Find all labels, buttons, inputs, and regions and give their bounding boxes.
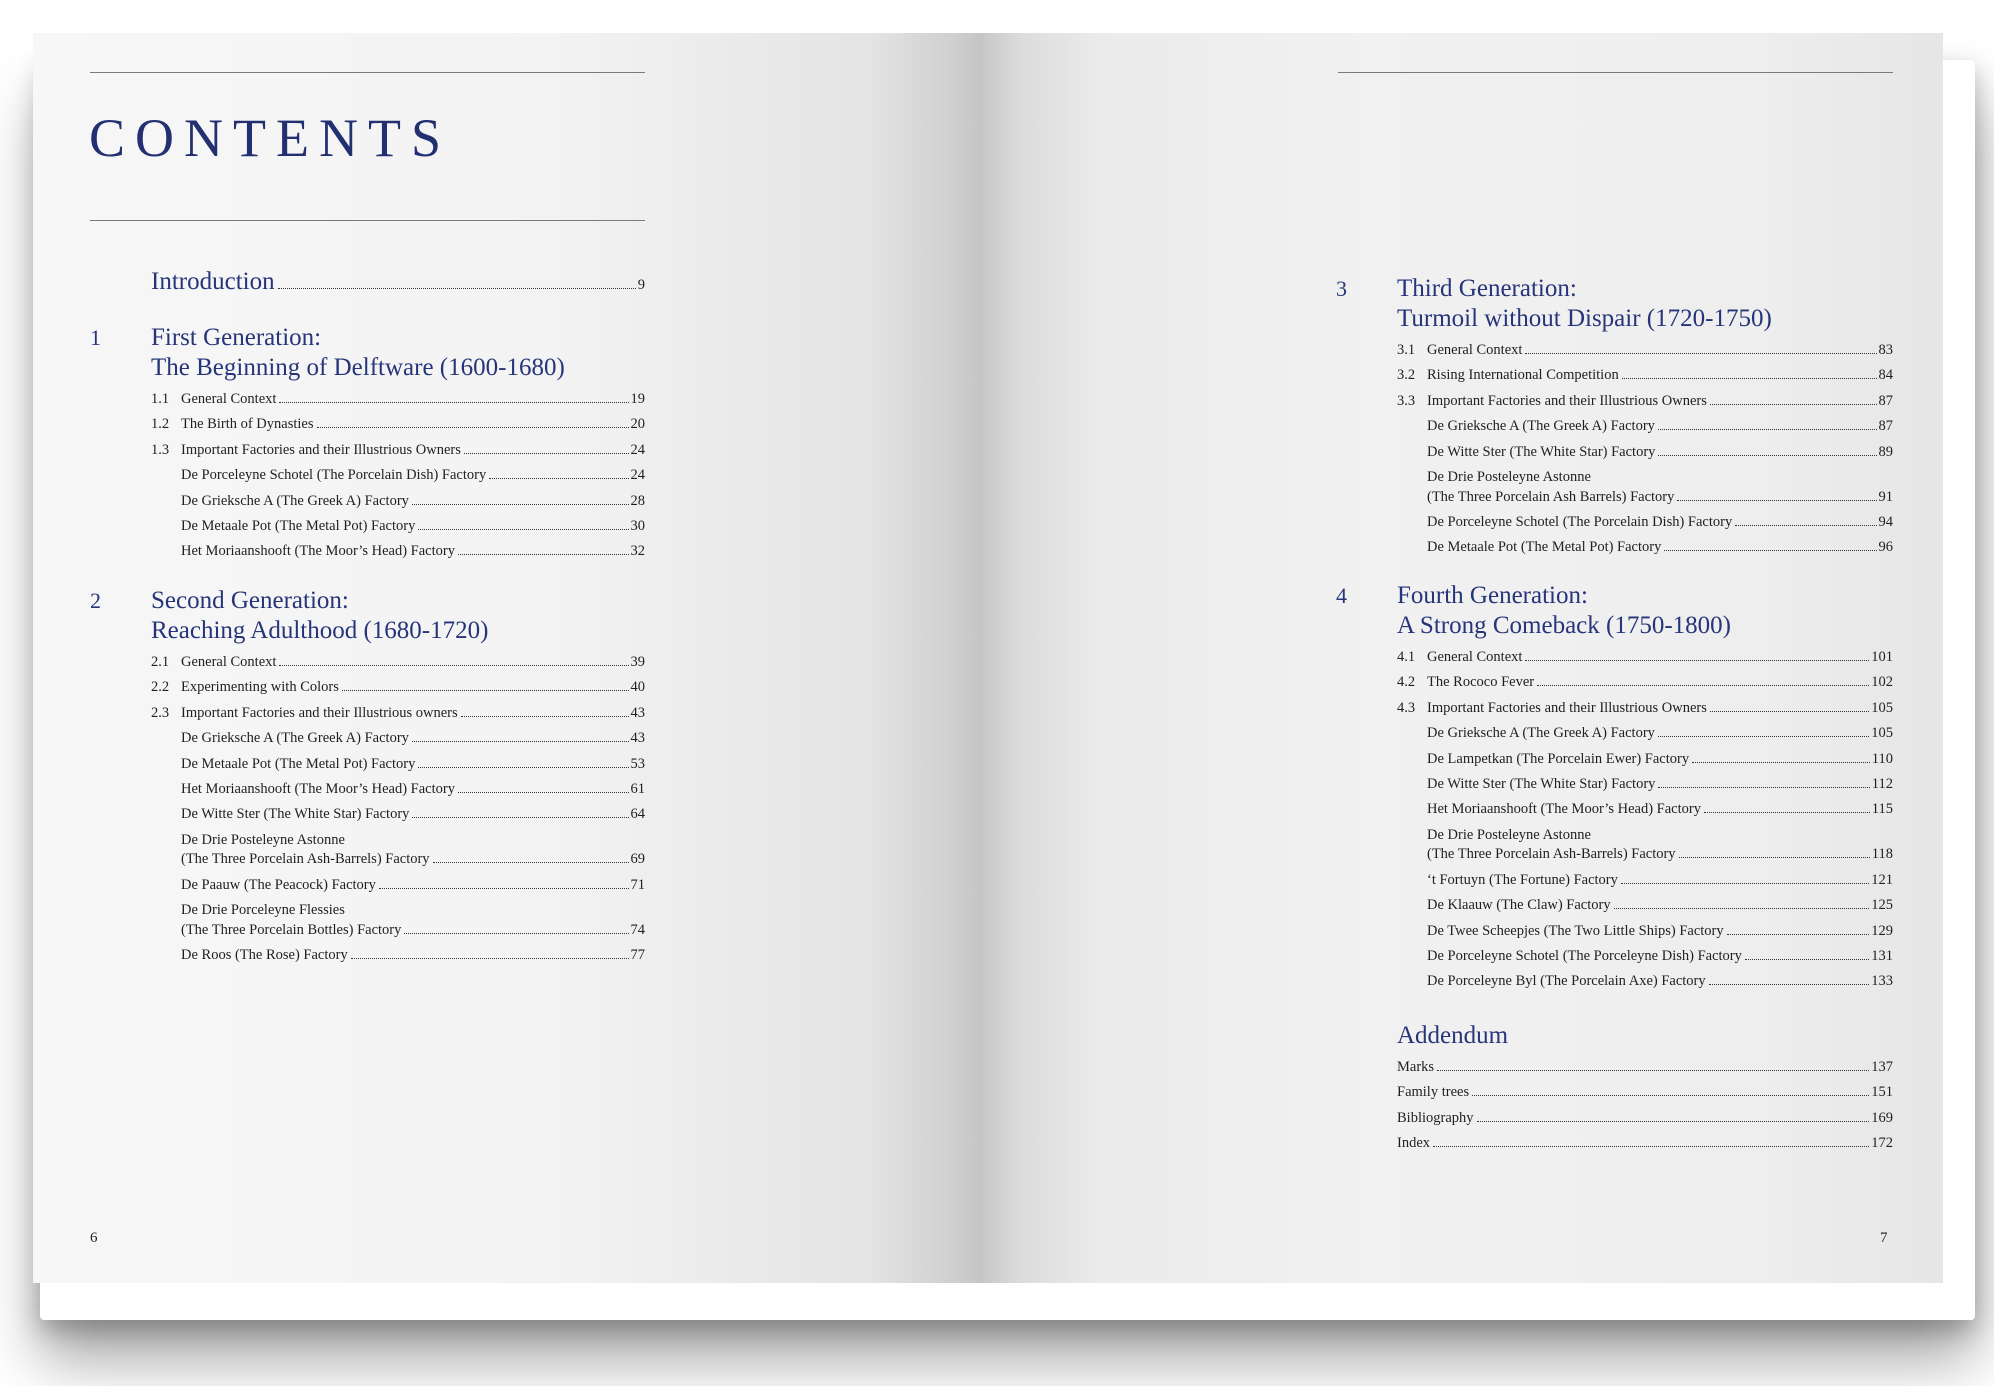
toc-entry-number: 2.1 <box>151 654 170 670</box>
toc-entry-page: 19 <box>630 391 645 407</box>
left-page <box>33 33 983 1283</box>
section-2 <box>90 586 645 969</box>
toc-entry-label: (The Three Porcelain Ash Barrels) Factory <box>1427 488 1675 505</box>
toc-entry-page: 71 <box>630 876 645 893</box>
toc-entry[interactable] <box>151 943 645 968</box>
section-title-line1: Fourth Generation: <box>1397 582 1588 609</box>
toc-entry-label: Rising International Competition <box>1427 367 1619 384</box>
leader-dots <box>1525 660 1869 661</box>
addendum-section <box>1397 1021 1893 1157</box>
toc-entry[interactable] <box>1397 440 1893 465</box>
toc-entry-number: 2.2 <box>151 679 170 696</box>
toc-entry[interactable] <box>151 387 645 412</box>
toc-entry-label: (The Three Porcelain Bottles) Factory <box>181 921 402 938</box>
toc-entry[interactable] <box>1397 338 1893 363</box>
toc-entry-page: 96 <box>1878 539 1893 556</box>
toc-entry-number: 4.1 <box>1397 649 1416 665</box>
page-number-left: 6 <box>90 1230 98 1246</box>
toc-entry[interactable] <box>151 675 645 700</box>
toc-entry-page: 110 <box>1871 750 1893 767</box>
toc-entry-label: The Rococo Fever <box>1427 674 1535 691</box>
toc-entry-label-line1: De Drie Porceleyne Flessies <box>181 902 345 919</box>
toc-entry-page: 129 <box>1871 922 1893 939</box>
toc-entry[interactable] <box>1397 969 1893 994</box>
toc-entry-label: De Metaale Pot (The Metal Pot) Factory <box>1427 539 1662 556</box>
toc-entry-page: 118 <box>1871 846 1893 863</box>
leader-dots <box>1472 1095 1869 1096</box>
section-title-line2: The Beginning of Delftware (1600-1680) <box>151 354 565 381</box>
top-rule <box>90 72 645 73</box>
toc-entry-label: De Metaale Pot (The Metal Pot) Factory <box>181 518 416 535</box>
toc-entry[interactable] <box>1397 414 1893 439</box>
toc-list <box>1397 338 1893 561</box>
toc-entry[interactable] <box>151 752 645 777</box>
leader-dots <box>412 817 628 818</box>
toc-entry-page: 53 <box>630 755 645 772</box>
toc-entry-label: De Porceleyne Schotel (The Porcelain Dish) Factory <box>1427 514 1733 531</box>
addendum-list <box>1397 1055 1893 1157</box>
leader-dots <box>1658 455 1876 456</box>
toc-entry-page: 84 <box>1878 367 1893 384</box>
toc-entry-label: De Roos (The Rose) Factory <box>181 947 348 964</box>
leader-dots <box>1679 857 1870 858</box>
toc-list <box>1397 645 1893 995</box>
section-number: 2 <box>90 588 101 613</box>
toc-entry-label: De Porceleyne Schotel (The Porcelain Dish) Factory <box>181 467 487 484</box>
title-rule <box>90 220 645 221</box>
leader-dots <box>1525 353 1876 354</box>
leader-dots <box>1727 934 1870 935</box>
toc-entry-number: 1.1 <box>151 391 170 407</box>
toc-entry[interactable] <box>1397 868 1893 893</box>
addendum-entry-page: 169 <box>1871 1109 1893 1126</box>
page-number-right: 7 <box>1880 1230 1888 1246</box>
toc-entry-page: 61 <box>630 781 645 798</box>
section-4 <box>1336 581 1893 995</box>
leader-dots <box>404 933 628 934</box>
toc-entry[interactable] <box>151 898 645 943</box>
toc-entry-page: 89 <box>1878 443 1893 460</box>
toc-entry[interactable] <box>1397 747 1893 772</box>
addendum-entry[interactable] <box>1397 1055 1893 1080</box>
toc-entry-page: 112 <box>1871 776 1893 793</box>
toc-entry-number: 3.2 <box>1397 367 1416 384</box>
section-heading[interactable] <box>90 323 645 383</box>
toc-entry-label: The Birth of Dynasties <box>181 416 314 433</box>
leader-dots <box>464 453 629 454</box>
section-title-line2: Turmoil without Dispair (1720-1750) <box>1397 305 1772 332</box>
toc-entry-page: 24 <box>630 441 645 458</box>
leader-dots <box>433 862 629 863</box>
section-number: 1 <box>90 325 101 350</box>
toc-entry-label: Het Moriaanshooft (The Moor’s Head) Factory <box>1427 801 1701 818</box>
toc-entry-page: 131 <box>1871 948 1893 965</box>
leader-dots <box>1677 500 1876 501</box>
toc-entry-page: 115 <box>1871 801 1893 818</box>
toc-entry-page: 40 <box>630 679 645 696</box>
addendum-title: Addendum <box>1397 1022 1509 1049</box>
toc-entry[interactable] <box>1397 772 1893 797</box>
addendum-entry[interactable] <box>1397 1106 1893 1131</box>
leader-dots <box>1735 525 1876 526</box>
toc-entry[interactable] <box>1397 389 1893 414</box>
leader-dots <box>1622 378 1877 379</box>
toc-entry[interactable] <box>151 726 645 751</box>
toc-entry-label: De Porceleyne Byl (The Porcelain Axe) Factory <box>1427 973 1706 990</box>
toc-entry-page: 43 <box>630 730 645 747</box>
addendum-entry-label: Family trees <box>1397 1084 1470 1101</box>
leader-dots <box>418 767 628 768</box>
toc-entry-label: Het Moriaanshooft (The Moor’s Head) Factory <box>181 543 455 560</box>
toc-entry-label: Important Factories and their Illustrious Owners <box>181 441 461 458</box>
toc-entry-label: General Context <box>1427 649 1523 665</box>
toc-entry[interactable] <box>1397 721 1893 746</box>
toc-entry-number: 3.1 <box>1397 342 1416 358</box>
section-title-line1: Second Generation: <box>151 587 349 614</box>
toc-entry-label: Important Factories and their Illustrious Owners <box>1427 699 1707 716</box>
toc-entry-label: De Grieksche A (The Greek A) Factory <box>181 730 409 747</box>
introduction-page: 9 <box>637 277 645 293</box>
toc-entry[interactable] <box>1397 510 1893 535</box>
addendum-entry[interactable] <box>1397 1131 1893 1156</box>
toc-entry-number: 3.3 <box>1397 392 1416 409</box>
toc-entry[interactable] <box>151 650 645 675</box>
toc-entry-label: General Context <box>181 654 277 670</box>
toc-entry-label: De Klaauw (The Claw) Factory <box>1427 897 1611 914</box>
toc-list <box>151 650 645 969</box>
leader-dots <box>418 529 628 530</box>
addendum-entry[interactable] <box>1397 1080 1893 1105</box>
toc-entry[interactable] <box>151 539 645 564</box>
toc-entry-number: 1.3 <box>151 441 170 458</box>
toc-entry-label: De Twee Scheepjes (The Two Little Ships) Factory <box>1427 922 1724 939</box>
leader-dots <box>1745 959 1869 960</box>
toc-entry-label: De Lampetkan (The Porcelain Ewer) Factory <box>1427 750 1690 767</box>
toc-entry-label: De Paauw (The Peacock) Factory <box>181 876 376 893</box>
toc-entry-page: 30 <box>630 518 645 535</box>
leader-dots <box>461 716 629 717</box>
section-1 <box>90 323 645 565</box>
leader-dots <box>1704 812 1870 813</box>
toc-entry[interactable] <box>151 489 645 514</box>
toc-entry-page: 39 <box>630 654 645 670</box>
introduction-entry[interactable] <box>151 268 645 296</box>
leader-dots <box>278 288 636 289</box>
toc-entry[interactable] <box>1397 797 1893 822</box>
toc-entry-label: Important Factories and their Illustrious owners <box>181 704 458 721</box>
toc-entry-label: General Context <box>1427 342 1523 358</box>
leader-dots <box>458 554 629 555</box>
leader-dots <box>1658 736 1869 737</box>
toc-entry[interactable] <box>151 828 645 873</box>
section-3 <box>1336 274 1893 561</box>
leader-dots <box>412 741 629 742</box>
toc-entry-label: De Metaale Pot (The Metal Pot) Factory <box>181 755 416 772</box>
toc-entry-number: 4.3 <box>1397 699 1416 716</box>
right-page <box>983 33 1943 1283</box>
section-title-line2: Reaching Adulthood (1680-1720) <box>151 617 489 644</box>
toc-entry[interactable] <box>151 777 645 802</box>
toc-entry-page: 105 <box>1871 699 1893 716</box>
toc-entry-page: 91 <box>1878 488 1893 505</box>
section-title-line1: First Generation: <box>151 324 322 351</box>
toc-entry-label: De Grieksche A (The Greek A) Factory <box>181 492 409 509</box>
toc-entry-label: De Grieksche A (The Greek A) Factory <box>1427 418 1655 435</box>
toc-entry[interactable] <box>1397 645 1893 670</box>
contents-title: CONTENTS <box>89 108 451 168</box>
section-heading[interactable] <box>1336 581 1893 641</box>
toc-entry-page: 20 <box>630 416 645 433</box>
toc-entry-label: De Grieksche A (The Greek A) Factory <box>1427 725 1655 742</box>
leader-dots <box>342 690 629 691</box>
leader-dots <box>1621 883 1869 884</box>
toc-entry-page: 105 <box>1871 725 1893 742</box>
toc-entry-label: (The Three Porcelain Ash-Barrels) Factory <box>181 851 430 868</box>
leader-dots <box>1710 711 1869 712</box>
leader-dots <box>1664 550 1876 551</box>
toc-entry[interactable] <box>151 514 645 539</box>
toc-entry-page: 87 <box>1878 418 1893 435</box>
leader-dots <box>412 504 629 505</box>
section-title-line2: A Strong Comeback (1750-1800) <box>1397 612 1731 639</box>
leader-dots <box>1709 984 1870 985</box>
toc-entry-page: 43 <box>630 704 645 721</box>
toc-entry-label: Experimenting with Colors <box>181 679 339 696</box>
leader-dots <box>279 665 628 666</box>
section-number: 4 <box>1336 583 1347 608</box>
leader-dots <box>317 427 629 428</box>
leader-dots <box>279 402 628 403</box>
toc-entry[interactable] <box>1397 363 1893 388</box>
leader-dots <box>379 888 629 889</box>
leader-dots <box>1692 762 1870 763</box>
toc-entry[interactable] <box>1397 465 1893 510</box>
section-number: 3 <box>1336 276 1347 301</box>
toc-entry[interactable] <box>151 412 645 437</box>
introduction-label: Introduction <box>151 268 275 295</box>
leader-dots <box>1433 1146 1869 1147</box>
toc-entry[interactable] <box>151 802 645 827</box>
toc-entry-page: 24 <box>630 467 645 484</box>
leader-dots <box>1658 787 1869 788</box>
toc-entry-label-line1: De Drie Posteleyne Astonne <box>181 831 345 848</box>
toc-entry-page: 101 <box>1871 649 1893 665</box>
toc-entry[interactable] <box>1397 670 1893 695</box>
toc-entry-page: 64 <box>630 806 645 823</box>
toc-entry-label: ‘t Fortuyn (The Fortune) Factory <box>1427 871 1618 888</box>
section-title-line1: Third Generation: <box>1397 275 1577 302</box>
toc-entry-number: 1.2 <box>151 416 170 433</box>
toc-entry-label: De Witte Ster (The White Star) Factory <box>181 806 410 823</box>
top-rule-right <box>1338 72 1893 73</box>
leader-dots <box>1658 429 1877 430</box>
toc-entry-page: 87 <box>1878 392 1893 409</box>
section-heading[interactable] <box>90 586 645 646</box>
toc-entry-page: 74 <box>630 921 645 938</box>
toc-list <box>151 387 645 565</box>
section-heading[interactable] <box>1336 274 1893 334</box>
toc-entry-page: 83 <box>1878 342 1893 358</box>
addendum-entry-page: 172 <box>1871 1135 1893 1152</box>
toc-entry-page: 28 <box>630 492 645 509</box>
toc-entry[interactable] <box>151 873 645 898</box>
addendum-entry-page: 151 <box>1871 1084 1893 1101</box>
toc-entry[interactable] <box>1397 944 1893 969</box>
toc-entry-number: 4.2 <box>1397 674 1416 691</box>
toc-entry-page: 125 <box>1871 897 1893 914</box>
addendum-entry-label: Marks <box>1397 1059 1435 1075</box>
toc-entry-number: 2.3 <box>151 704 170 721</box>
toc-entry[interactable] <box>151 438 645 463</box>
toc-entry[interactable] <box>1397 823 1893 868</box>
toc-entry-label: De Porceleyne Schotel (The Porceleyne Dish) Factory <box>1427 948 1742 965</box>
toc-entry[interactable] <box>1397 893 1893 918</box>
toc-entry[interactable] <box>151 701 645 726</box>
toc-entry-label-line1: De Drie Posteleyne Astonne <box>1427 469 1591 486</box>
toc-entry-label-line1: De Drie Posteleyne Astonne <box>1427 826 1591 843</box>
toc-entry[interactable] <box>151 463 645 488</box>
toc-entry[interactable] <box>1397 535 1893 560</box>
leader-dots <box>489 478 628 479</box>
toc-entry-page: 133 <box>1871 973 1893 990</box>
leader-dots <box>1537 685 1869 686</box>
toc-entry-page: 32 <box>630 543 645 560</box>
leader-dots <box>1477 1121 1870 1122</box>
toc-entry-page: 94 <box>1878 514 1893 531</box>
addendum-entry-page: 137 <box>1871 1059 1893 1075</box>
toc-entry-label: General Context <box>181 391 277 407</box>
addendum-entry-label: Bibliography <box>1397 1109 1474 1126</box>
leader-dots <box>1437 1070 1869 1071</box>
toc-entry-label: De Witte Ster (The White Star) Factory <box>1427 776 1656 793</box>
leader-dots <box>1710 404 1877 405</box>
toc-entry-label: De Witte Ster (The White Star) Factory <box>1427 443 1656 460</box>
leader-dots <box>1614 908 1870 909</box>
toc-entry-page: 77 <box>630 947 645 964</box>
toc-entry-label: Het Moriaanshooft (The Moor’s Head) Factory <box>181 781 455 798</box>
leader-dots <box>458 792 629 793</box>
toc-entry-label: Important Factories and their Illustrious Owners <box>1427 392 1707 409</box>
toc-entry-label: (The Three Porcelain Ash-Barrels) Factory <box>1427 846 1676 863</box>
toc-entry-page: 121 <box>1871 871 1893 888</box>
toc-entry-page: 69 <box>630 851 645 868</box>
toc-entry-page: 102 <box>1871 674 1893 691</box>
addendum-entry-label: Index <box>1397 1135 1431 1152</box>
toc-entry[interactable] <box>1397 919 1893 944</box>
toc-entry[interactable] <box>1397 696 1893 721</box>
leader-dots <box>351 958 629 959</box>
